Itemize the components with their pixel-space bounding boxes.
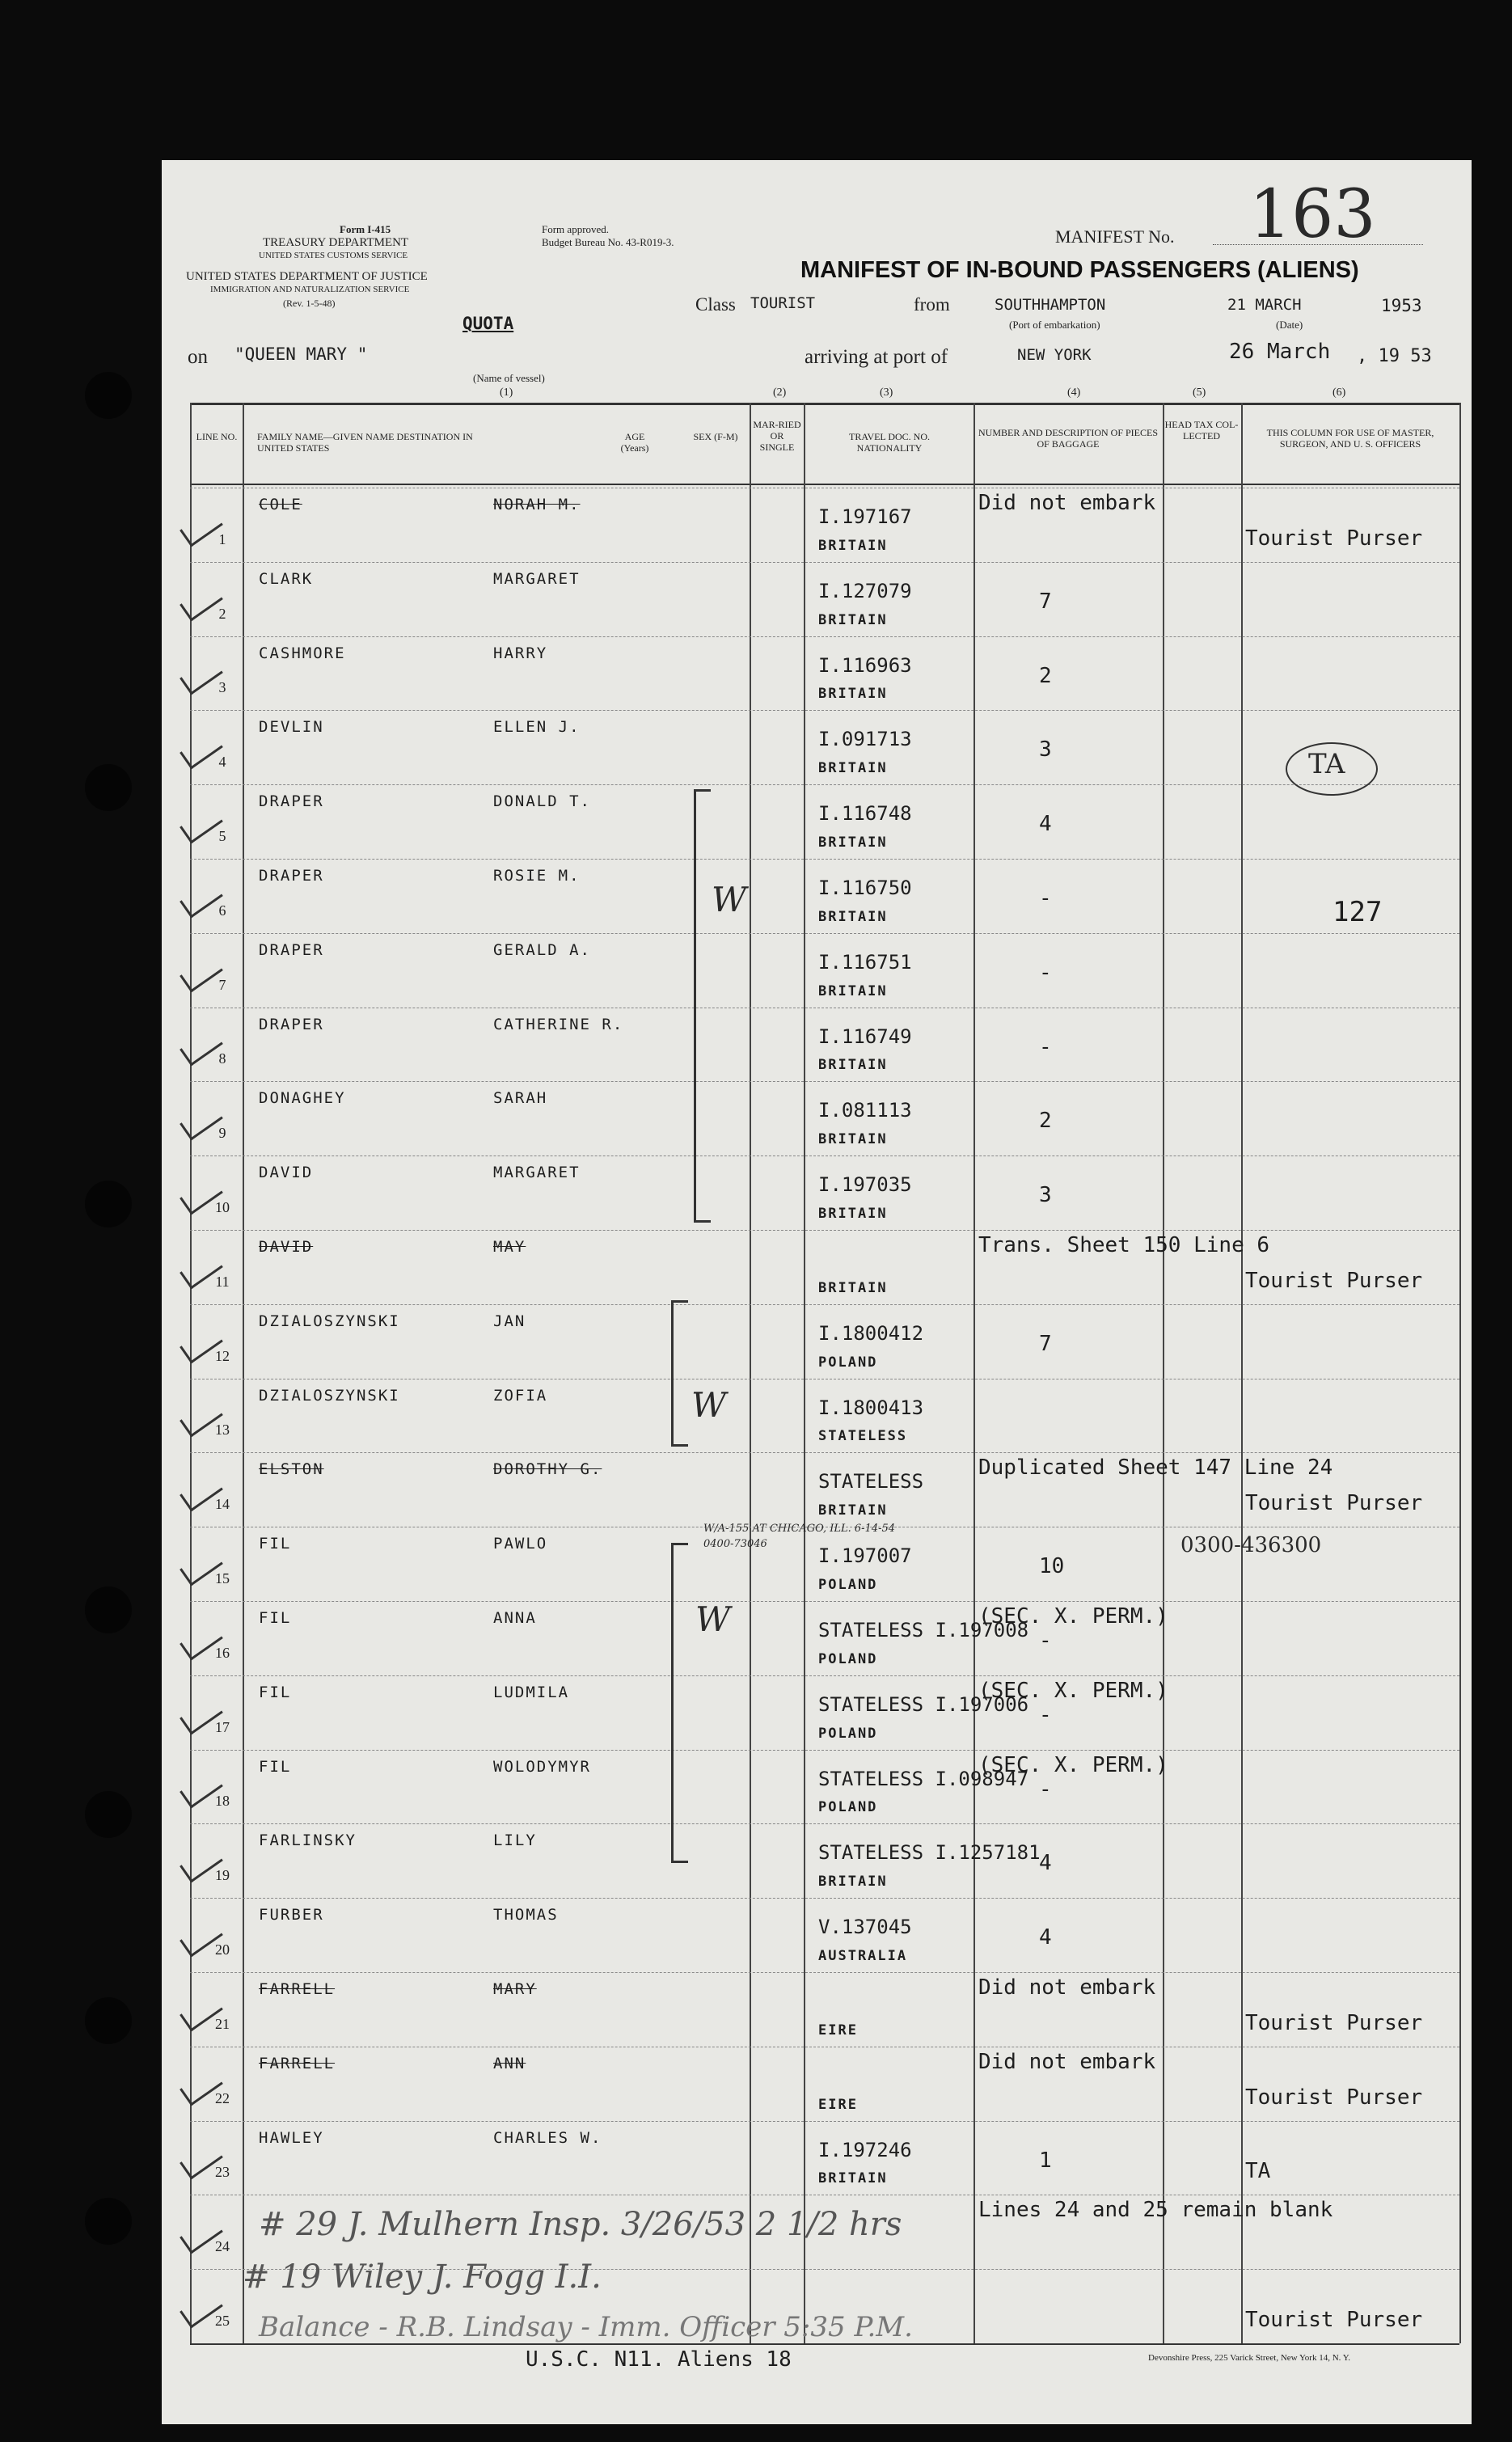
given-name: LUDMILA (493, 1683, 570, 1701)
row-divider (190, 1972, 1459, 1973)
chicago-note: W/A-155 AT CHICAGO, ILL. 6-14-54 (703, 1523, 896, 1535)
nationality: POLAND (818, 1799, 878, 1816)
table-row (162, 1379, 1472, 1453)
table-row (162, 784, 1472, 859)
inspector-note-3: Balance - R.B. Lindsay - Imm. Officer 5:35 P.M. (259, 2311, 913, 2343)
family-name: FARRELL (259, 1980, 336, 1998)
manifest-number: 163 (1249, 176, 1376, 253)
nationality: AUSTRALIA (818, 1947, 908, 1964)
col-num-2: (2) (773, 387, 787, 399)
given-name: ANNA (493, 1609, 537, 1627)
table-row (162, 1898, 1472, 1972)
line-number: 25 (215, 2312, 230, 2329)
nationality: BRITAIN (818, 1131, 888, 1148)
port-caption: (Port of embarkation) (1009, 319, 1100, 331)
inspector-note-1: # 29 J. Mulhern Insp. 3/26/53 2 1/2 hrs (259, 2206, 902, 2243)
line-number: 7 (218, 976, 226, 993)
row-divider (190, 1452, 1459, 1453)
line-number: 11 (215, 1273, 230, 1290)
family-name: DRAPER (259, 940, 324, 959)
punch-hole (85, 372, 132, 419)
ins-service: IMMIGRATION AND NATURALIZATION SERVICE (210, 285, 410, 294)
travel-doc: I.1800413 (818, 1396, 924, 1419)
table-row (162, 2047, 1472, 2121)
travel-doc: I.116748 (818, 802, 912, 826)
family-name: DAVID (259, 1164, 314, 1182)
given-name: DOROTHY G. (493, 1460, 602, 1479)
table-row (162, 1081, 1472, 1156)
baggage-count: 3 (1039, 1183, 1052, 1208)
family-name: DRAPER (259, 792, 324, 811)
line-number: 22 (215, 2089, 230, 2106)
embark-note: Trans. Sheet 150 Line 6 (978, 1233, 1270, 1257)
embark-note: (SEC. X. PERM.) (978, 1604, 1168, 1629)
nationality: POLAND (818, 1650, 878, 1667)
nationality: BRITAIN (818, 1057, 888, 1074)
given-name: ZOFIA (493, 1386, 548, 1405)
baggage-count: - (1039, 1629, 1052, 1653)
ta-mark: TA (1308, 748, 1345, 780)
given-name: ELLEN J. (493, 718, 581, 737)
family-bracket-fil (671, 1543, 688, 1863)
family-name: FIL (259, 1757, 292, 1776)
row-divider (190, 1898, 1459, 1899)
family-name: CASHMORE (259, 644, 346, 662)
travel-doc: I.116963 (818, 653, 912, 677)
nationality: EIRE (818, 2022, 858, 2039)
punch-hole (85, 1181, 132, 1227)
given-name: ROSIE M. (493, 867, 581, 885)
arrival-port: NEW YORK (1017, 346, 1092, 364)
quota-label: QUOTA (462, 314, 514, 333)
row-divider (190, 2121, 1459, 2122)
nationality: BRITAIN (818, 834, 888, 851)
embark-note: Did not embark (978, 1975, 1156, 2000)
embark-note: (SEC. X. PERM.) (978, 1678, 1168, 1703)
given-name: SARAH (493, 1089, 548, 1108)
given-name: GERALD A. (493, 940, 591, 959)
baggage-count: 4 (1039, 812, 1052, 837)
line-number: 17 (215, 1718, 230, 1735)
file-number: 0300-436300 (1180, 1533, 1322, 1557)
punch-hole (85, 764, 132, 811)
baggage-count: 4 (1039, 1851, 1052, 1876)
nationality: BRITAIN (818, 537, 888, 554)
row-divider (190, 859, 1459, 860)
baggage-count: - (1039, 1777, 1052, 1802)
family-name: FIL (259, 1535, 292, 1553)
purser-note: Tourist Purser (1245, 1268, 1423, 1293)
travel-doc: STATELESS I.197008 (818, 1619, 1029, 1641)
col-num-1: (1) (500, 387, 513, 399)
family-name: FURBER (259, 1906, 324, 1924)
date-caption: (Date) (1276, 319, 1303, 331)
manifest-title: MANIFEST OF IN-BOUND PASSENGERS (ALIENS) (800, 257, 1359, 283)
punch-hole (85, 1791, 132, 1838)
family-name: DEVLIN (259, 718, 324, 737)
family-name: DZIALOSZYNSKI (259, 1312, 400, 1330)
manifest-label: MANIFEST No. (1055, 226, 1175, 247)
table-row (162, 1452, 1472, 1527)
nationality: BRITAIN (818, 760, 888, 777)
embark-note: Did not embark (978, 491, 1156, 515)
header-baggage: NUMBER AND DESCRIPTION OF PIECES OF BAGGAGE (978, 427, 1159, 450)
line-number: 14 (215, 1496, 230, 1513)
line-number: 19 (215, 1867, 230, 1884)
travel-doc: STATELESS I.197006 (818, 1692, 1029, 1716)
table-row (162, 1156, 1472, 1230)
travel-doc: I.081113 (818, 1099, 912, 1122)
embark-note: Did not embark (978, 2049, 1156, 2074)
vessel-name: "QUEEN MARY " (234, 344, 368, 364)
table-row (162, 1750, 1472, 1824)
printer-credit: Devonshire Press, 225 Varick Street, New York 14, N. Y. (1148, 2353, 1351, 2363)
line-number: 9 (218, 1125, 226, 1142)
form-approved: Form approved. (542, 223, 610, 235)
table-row (162, 1675, 1472, 1750)
baggage-count: 2 (1039, 663, 1052, 688)
line-number: 4 (218, 754, 226, 771)
given-name: MARGARET (493, 1164, 581, 1182)
table-row (162, 1601, 1472, 1675)
header-travel-doc: TRAVEL DOC. NO. NATIONALITY (848, 431, 930, 454)
table-row (162, 488, 1472, 562)
line-number: 5 (218, 827, 226, 844)
given-name: WOLODYMYR (493, 1757, 591, 1776)
col-num-5: (5) (1193, 387, 1206, 399)
line-number: 10 (215, 1198, 230, 1215)
line-number: 20 (215, 1941, 230, 1958)
row-divider (190, 1675, 1459, 1676)
row-divider (190, 1304, 1459, 1305)
family-name: FIL (259, 1609, 292, 1627)
baggage-count: - (1039, 1702, 1052, 1727)
family-name: ELSTON (259, 1460, 324, 1479)
travel-doc: I.091713 (818, 728, 912, 751)
table-bottom-border (190, 2343, 1459, 2345)
row-divider (190, 1230, 1459, 1231)
table-row (162, 1008, 1472, 1082)
table-row (162, 562, 1472, 636)
class-label: Class (695, 294, 736, 315)
header-married: MAR-RIED OR SINGLE (753, 419, 801, 453)
col-num-4: (4) (1067, 387, 1081, 399)
line-number: 18 (215, 1793, 230, 1810)
w-mark: W (695, 1599, 731, 1639)
row-divider (190, 784, 1459, 785)
family-name: HAWLEY (259, 2128, 324, 2147)
given-name: CHARLES W. (493, 2128, 602, 2147)
baggage-count: 7 (1039, 589, 1052, 614)
row-divider (190, 1823, 1459, 1824)
table-row (162, 933, 1472, 1008)
travel-doc: I.197167 (818, 505, 912, 528)
travel-doc: STATELESS (818, 1470, 924, 1494)
punch-hole (85, 1997, 132, 2044)
given-name: DONALD T. (493, 792, 591, 811)
family-name: DAVID (259, 1238, 314, 1256)
travel-doc: I.116750 (818, 877, 912, 899)
baggage-count: 4 (1039, 1925, 1052, 1950)
manifest-no-line (1213, 244, 1423, 245)
embark-note: Lines 24 and 25 remain blank (978, 2198, 1333, 2223)
header-name: FAMILY NAME—GIVEN NAME DESTINATION IN UNITED STATES (257, 431, 473, 454)
row-divider (190, 1750, 1459, 1751)
travel-doc: I.1800412 (818, 1321, 924, 1345)
punch-hole (85, 2198, 132, 2245)
row-divider (190, 1601, 1459, 1602)
given-name: MARGARET (493, 569, 581, 588)
w-mark: W (712, 880, 747, 919)
file-number-small: 0400-73046 (703, 1538, 767, 1550)
baggage-count: - (1039, 1034, 1052, 1059)
baggage-count: - (1039, 960, 1052, 985)
embark-note: (SEC. X. PERM.) (978, 1752, 1168, 1777)
given-name: THOMAS (493, 1906, 559, 1924)
travel-doc: I.197246 (818, 2138, 912, 2161)
embark-note: Duplicated Sheet 147 Line 24 (978, 1455, 1333, 1481)
col-num-6: (6) (1333, 387, 1346, 399)
baggage-count: 10 (1039, 1554, 1065, 1579)
embark-port: SOUTHHAMPTON (995, 296, 1106, 314)
row-divider (190, 933, 1459, 934)
travel-doc: I.197035 (818, 1173, 912, 1197)
table-top-border (190, 403, 1459, 405)
nationality: BRITAIN (818, 686, 888, 703)
given-name: LILY (493, 1832, 537, 1850)
nationality: POLAND (818, 1725, 878, 1742)
budget-bureau: Budget Bureau No. 43-R019-3. (542, 236, 674, 248)
line-number: 1 (218, 530, 226, 547)
baggage-count: 7 (1039, 1331, 1052, 1356)
line-number: 13 (215, 1422, 230, 1439)
given-name: CATHERINE R. (493, 1015, 624, 1033)
row-divider (190, 636, 1459, 637)
header-officers: THIS COLUMN FOR USE OF MASTER, SURGEON, AND U. S. OFFICERS (1266, 427, 1434, 450)
punch-hole (85, 1586, 132, 1633)
line-number: 15 (215, 1570, 230, 1586)
purser-note: TA (1245, 2159, 1271, 2184)
w-mark: W (691, 1385, 727, 1425)
baggage-count: - (1039, 886, 1052, 910)
nationality: BRITAIN (818, 611, 888, 628)
line-number: 23 (215, 2164, 230, 2181)
line-number: 3 (218, 679, 226, 696)
line-number: 21 (215, 2015, 230, 2032)
nationality: BRITAIN (818, 1874, 888, 1891)
customs-service: UNITED STATES CUSTOMS SERVICE (259, 251, 408, 260)
nationality: BRITAIN (818, 1205, 888, 1222)
family-name: FARRELL (259, 2054, 336, 2072)
given-name: MAY (493, 1238, 526, 1256)
family-name: DRAPER (259, 1015, 324, 1033)
given-name: MARY (493, 1980, 537, 1998)
treasury-dept: TREASURY DEPARTMENT (263, 236, 409, 249)
year-1: 1953 (1381, 296, 1422, 315)
table-row (162, 710, 1472, 784)
table-header-border (190, 484, 1459, 485)
line-number: 2 (218, 605, 226, 622)
nationality: EIRE (818, 2096, 858, 2113)
given-name: HARRY (493, 644, 548, 662)
travel-doc: I.197007 (818, 1544, 912, 1568)
travel-doc: I.127079 (818, 579, 912, 602)
nationality: BRITAIN (818, 1502, 888, 1519)
purser-note: Tourist Purser (1245, 2085, 1423, 2110)
header-age: AGE (Years) (620, 431, 649, 454)
travel-doc: I.116749 (818, 1025, 912, 1048)
line-number: 24 (215, 2238, 230, 2255)
travel-doc: STATELESS I.098947 (818, 1767, 1029, 1790)
on-label: on (188, 346, 208, 368)
year-2: , 19 53 (1357, 346, 1432, 366)
rev-date: (Rev. 1-5-48) (283, 298, 336, 309)
family-name: COLE (259, 496, 302, 513)
family-name: DZIALOSZYNSKI (259, 1386, 400, 1405)
row-divider (190, 1081, 1459, 1082)
line-number: 16 (215, 1644, 230, 1661)
from-label: from (914, 294, 950, 315)
header-sex: SEX (F-M) (693, 431, 738, 442)
vessel-caption: (Name of vessel) (473, 372, 545, 384)
justice-dept: UNITED STATES DEPARTMENT OF JUSTICE (186, 270, 428, 283)
header-head-tax: HEAD TAX COL-LECTED (1164, 419, 1239, 442)
family-name: CLARK (259, 569, 314, 588)
baggage-count: 3 (1039, 737, 1052, 763)
baggage-count: 2 (1039, 1109, 1052, 1134)
footer-counts: U.S.C. N11. Aliens 18 (526, 2347, 792, 2372)
baggage-count: 1 (1039, 2148, 1052, 2173)
family-bracket-draper (694, 789, 711, 1223)
family-name: FIL (259, 1683, 292, 1701)
nationality: BRITAIN (818, 982, 888, 999)
purser-note: Tourist Purser (1245, 1491, 1423, 1516)
table-row (162, 636, 1472, 711)
line-number: 12 (215, 1347, 230, 1364)
line-number: 8 (218, 1050, 226, 1067)
nationality: POLAND (818, 1576, 878, 1593)
family-name: DONAGHEY (259, 1089, 346, 1108)
purser-note: Tourist Purser (1245, 2010, 1423, 2035)
nationality: BRITAIN (818, 1279, 888, 1296)
arrival-date: 26 March (1229, 340, 1331, 364)
table-row (162, 1230, 1472, 1304)
purser-note: Tourist Purser (1245, 2307, 1423, 2332)
family-name: DRAPER (259, 867, 324, 885)
nationality: BRITAIN (818, 908, 888, 925)
header-line-no: LINE NO. (196, 431, 238, 442)
form-id: Form I-415 (340, 223, 391, 235)
nationality: BRITAIN (818, 2170, 888, 2187)
nationality: STATELESS (818, 1428, 908, 1445)
tax-127: 127 (1333, 896, 1383, 928)
given-name: NORAH M. (493, 496, 581, 513)
table-row (162, 859, 1472, 933)
manifest-document (162, 160, 1472, 2424)
arriving-label: arriving at port of (805, 346, 948, 368)
family-bracket-dzialoszynski (671, 1300, 688, 1447)
row-divider (190, 562, 1459, 563)
nationality: POLAND (818, 1354, 878, 1371)
col-num-3: (3) (880, 387, 893, 399)
table-row (162, 1823, 1472, 1898)
purser-note: Tourist Purser (1245, 526, 1423, 551)
embark-date: 21 MARCH (1227, 296, 1302, 314)
family-name: FARLINSKY (259, 1832, 357, 1850)
travel-doc: V.137045 (818, 1916, 912, 1939)
travel-doc: STATELESS I.1257181 (818, 1841, 1041, 1865)
table-row (162, 2121, 1472, 2195)
travel-doc: I.116751 (818, 950, 912, 974)
row-divider (190, 710, 1459, 711)
given-name: PAWLO (493, 1535, 548, 1553)
inspector-note-2: # 19 Wiley J. Fogg I.I. (243, 2258, 602, 2296)
table-row (162, 1304, 1472, 1379)
table-row (162, 1972, 1472, 2047)
line-number: 6 (218, 902, 226, 919)
class-value: TOURIST (750, 294, 816, 312)
given-name: JAN (493, 1312, 526, 1330)
given-name: ANN (493, 2054, 526, 2072)
